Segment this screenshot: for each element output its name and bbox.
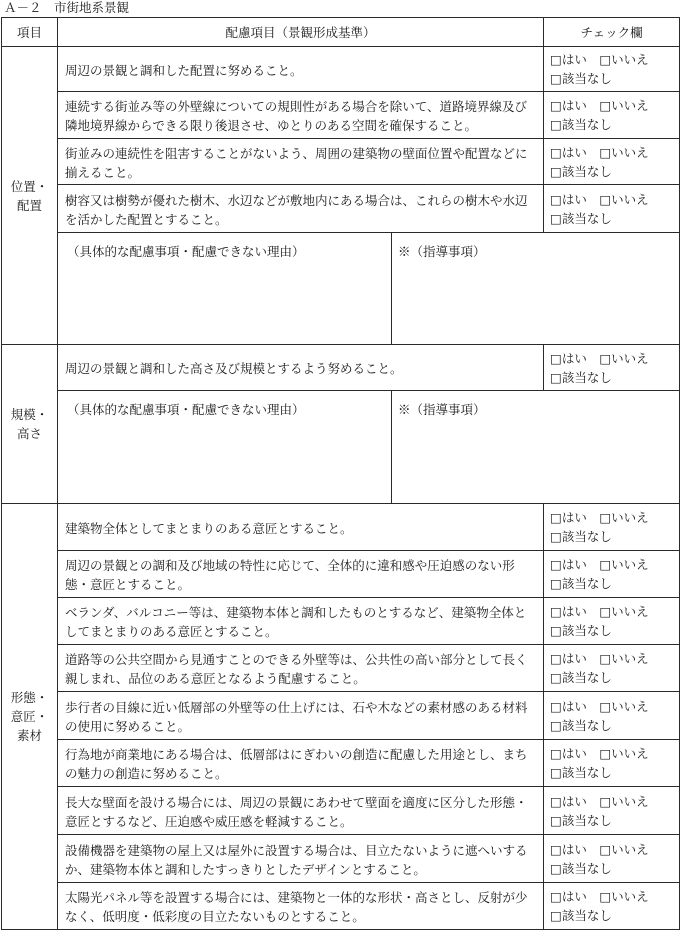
- category-label: 位置・: [10, 178, 49, 194]
- no-checkbox[interactable]: □いいえ: [599, 746, 649, 761]
- not-applicable-checkbox[interactable]: □該当なし: [550, 765, 612, 780]
- yes-checkbox[interactable]: □はい: [550, 557, 587, 572]
- check-cell: [544, 883, 680, 930]
- table-row: [2, 345, 680, 391]
- criteria-text: 太陽光パネル等を設置する場合には、建築物と一体的な形状・高さとし、反射が少なく、低明度・低彩度の目立たないものとすること。: [58, 883, 544, 930]
- yes-checkbox[interactable]: □はい: [550, 889, 587, 904]
- table-row: [2, 551, 680, 598]
- reason-label: （具体的な配慮事項・配慮できない理由）: [67, 402, 305, 417]
- criteria-text: 樹容又は樹勢が優れた樹木、水辺などが敷地内にある場合は、これらの樹木や水辺を活かした配置とすること。: [58, 185, 544, 233]
- criteria-text: 建築物全体としてまとまりのある意匠とすること。: [58, 504, 544, 551]
- guidance-label: ※（指導事項）: [398, 402, 486, 417]
- no-checkbox[interactable]: □いいえ: [599, 98, 649, 113]
- yes-checkbox[interactable]: □はい: [550, 52, 587, 67]
- guidance-label: ※（指導事項）: [398, 244, 486, 259]
- guidance-field[interactable]: [392, 391, 680, 504]
- check-cell: [544, 740, 680, 787]
- criteria-text: 周辺の景観と調和した配置に努めること。: [58, 47, 544, 92]
- table-row: [2, 787, 680, 835]
- criteria-text: 連続する街並み等の外壁線についての規則性がある場合を除いて、道路境界線及び隣地境界線からできる限り後退させ、ゆとりのある空間を確保すること。: [58, 92, 544, 139]
- not-applicable-checkbox[interactable]: □該当なし: [550, 812, 612, 828]
- criteria-text: 歩行者の目線に近い低層部の外壁等の仕上げには、石や木などの素材感のある材料の使用に努めること。: [58, 692, 544, 740]
- header-check: チェック欄: [544, 18, 680, 47]
- table-row: [2, 92, 680, 139]
- yes-checkbox[interactable]: □はい: [550, 651, 587, 666]
- reason-label: （具体的な配慮事項・配慮できない理由）: [67, 244, 305, 259]
- table-row: [2, 883, 680, 930]
- category-cell: [2, 504, 58, 930]
- no-checkbox[interactable]: □いいえ: [599, 191, 649, 207]
- no-checkbox[interactable]: □いいえ: [599, 841, 649, 857]
- category-label: 配置: [16, 197, 42, 213]
- guidance-field[interactable]: [392, 233, 680, 345]
- check-cell: [544, 345, 680, 391]
- header-row: [2, 18, 680, 47]
- reason-field[interactable]: [58, 391, 392, 504]
- header-item: 項目: [2, 18, 58, 47]
- not-applicable-checkbox[interactable]: □該当なし: [550, 623, 612, 638]
- table-row: [2, 835, 680, 883]
- criteria-text: 街並みの連続性を阻害することがないよう、周囲の建築物の壁面位置や配置などに揃えること。: [58, 139, 544, 185]
- not-applicable-checkbox[interactable]: □該当なし: [550, 670, 612, 685]
- no-checkbox[interactable]: □いいえ: [599, 350, 649, 366]
- criteria-text: 道路等の公共空間から見通すことのできる外壁等は、公共性の高い部分として長く親しまれ、品位のある意匠となるよう配慮すること。: [58, 645, 544, 692]
- check-cell: [544, 598, 680, 645]
- not-applicable-checkbox[interactable]: □該当なし: [550, 71, 612, 86]
- category-label: 意匠・: [10, 709, 49, 724]
- table-row: [2, 692, 680, 740]
- yes-checkbox[interactable]: □はい: [550, 604, 587, 619]
- not-applicable-checkbox[interactable]: □該当なし: [550, 117, 612, 132]
- yes-checkbox[interactable]: □はい: [550, 98, 587, 113]
- no-checkbox[interactable]: □いいえ: [599, 651, 649, 666]
- category-label: 形態・: [10, 690, 49, 705]
- table-row: [2, 504, 680, 551]
- yes-checkbox[interactable]: □はい: [550, 698, 587, 714]
- check-cell: [544, 835, 680, 883]
- free-text-row: [2, 233, 680, 345]
- checklist-table: [1, 17, 680, 930]
- table-row: [2, 185, 680, 233]
- check-cell: [544, 645, 680, 692]
- check-cell: [544, 551, 680, 598]
- no-checkbox[interactable]: □いいえ: [599, 889, 649, 904]
- not-applicable-checkbox[interactable]: □該当なし: [550, 717, 612, 733]
- no-checkbox[interactable]: □いいえ: [599, 604, 649, 619]
- yes-checkbox[interactable]: □はい: [550, 793, 587, 809]
- check-cell: [544, 139, 680, 185]
- header-criteria: 配慮項目（景観形成基準）: [58, 18, 544, 47]
- no-checkbox[interactable]: □いいえ: [599, 698, 649, 714]
- yes-checkbox[interactable]: □はい: [550, 841, 587, 857]
- yes-checkbox[interactable]: □はい: [550, 510, 587, 525]
- category-label: 素材: [16, 728, 42, 743]
- criteria-text: 周辺の景観と調和した高さ及び規模とするよう努めること。: [58, 345, 544, 391]
- criteria-text: 周辺の景観との調和及び地域の特性に応じて、全体的に違和感や圧迫感のない形態・意匠とすること。: [58, 551, 544, 598]
- yes-checkbox[interactable]: □はい: [550, 746, 587, 761]
- not-applicable-checkbox[interactable]: □該当なし: [550, 210, 612, 226]
- reason-field[interactable]: [58, 233, 392, 345]
- yes-checkbox[interactable]: □はい: [550, 350, 587, 366]
- category-label: 高さ: [16, 426, 42, 441]
- yes-checkbox[interactable]: □はい: [550, 191, 587, 207]
- not-applicable-checkbox[interactable]: □該当なし: [550, 163, 612, 179]
- table-row: [2, 139, 680, 185]
- not-applicable-checkbox[interactable]: □該当なし: [550, 860, 612, 876]
- criteria-text: 設備機器を建築物の屋上又は屋外に設置する場合は、目立たないように遮へいするか、建築物本体と調和したすっきりとしたデザインとすること。: [58, 835, 544, 883]
- not-applicable-checkbox[interactable]: □該当なし: [550, 908, 612, 923]
- no-checkbox[interactable]: □いいえ: [599, 557, 649, 572]
- check-cell: [544, 787, 680, 835]
- criteria-text: 行為地が商業地にある場合は、低層部はにぎわいの創造に配慮した用途とし、まちの魅力の創造に努めること。: [58, 740, 544, 787]
- check-cell: [544, 692, 680, 740]
- check-cell: [544, 47, 680, 92]
- free-text-row: [2, 391, 680, 504]
- table-row: [2, 47, 680, 92]
- page-title: Ａ－２ 市街地系景観: [4, 0, 130, 15]
- criteria-text: 長大な壁面を設ける場合には、周辺の景観にあわせて壁面を適度に区分した形態・意匠とするなど、圧迫感や威圧感を軽減すること。: [58, 787, 544, 835]
- table-row: [2, 740, 680, 787]
- no-checkbox[interactable]: □いいえ: [599, 144, 649, 160]
- check-cell: [544, 92, 680, 139]
- no-checkbox[interactable]: □いいえ: [599, 52, 649, 67]
- check-cell: [544, 185, 680, 233]
- category-label: 規模・: [10, 407, 49, 422]
- no-checkbox[interactable]: □いいえ: [599, 793, 649, 809]
- criteria-text: ベランダ、バルコニー等は、建築物本体と調和したものとするなど、建築物全体としてまとまりのある意匠とすること。: [58, 598, 544, 645]
- check-cell: [544, 504, 680, 551]
- yes-checkbox[interactable]: □はい: [550, 144, 587, 160]
- not-applicable-checkbox[interactable]: □該当なし: [550, 369, 612, 385]
- table-row: [2, 598, 680, 645]
- not-applicable-checkbox[interactable]: □該当なし: [550, 529, 612, 544]
- table-row: [2, 645, 680, 692]
- category-cell: [2, 345, 58, 504]
- not-applicable-checkbox[interactable]: □該当なし: [550, 576, 612, 591]
- category-cell: [2, 47, 58, 345]
- no-checkbox[interactable]: □いいえ: [599, 510, 649, 525]
